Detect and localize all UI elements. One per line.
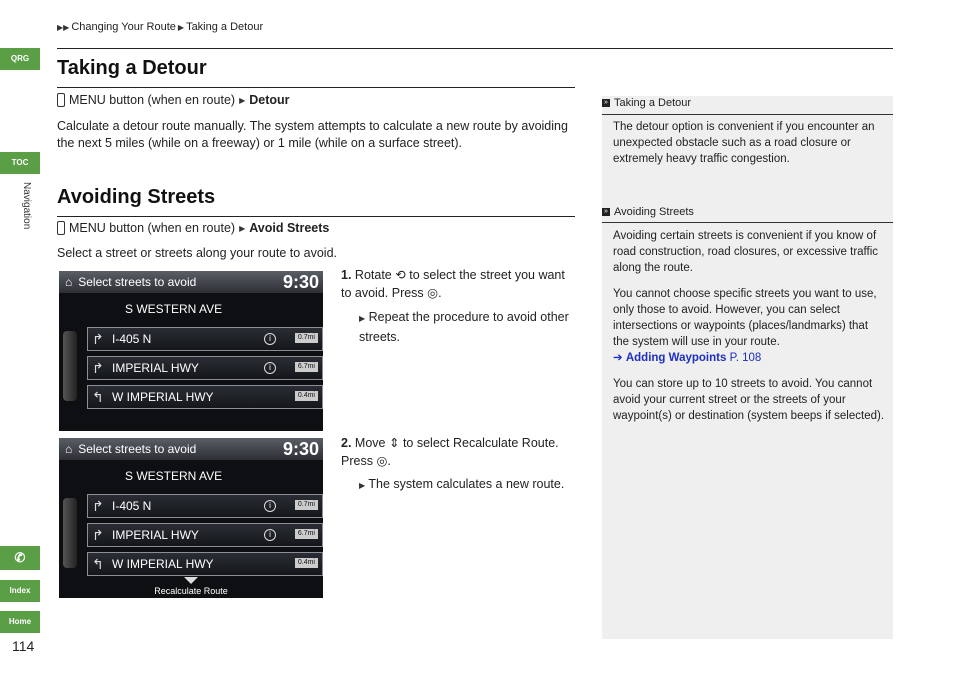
info-icon: i [264, 333, 276, 345]
breadcrumb-item: Taking a Detour [186, 21, 264, 33]
divider [602, 222, 893, 223]
note-detour: The detour option is convenient if you encounter an unexpected obstacle such as a road closure or extremely heavy traffic congestion. [613, 121, 875, 165]
distance: 0.4mi [295, 391, 318, 401]
scroll-handle [63, 498, 77, 568]
clock: 9:30 [282, 439, 319, 459]
menu-path-label: MENU button (when en route) [69, 221, 236, 235]
nav-screen-1 [59, 271, 323, 431]
step-text: . Press [341, 436, 559, 468]
info-icon: i [264, 362, 276, 374]
screen-titlebar [59, 271, 323, 293]
note-icon: » [602, 208, 610, 216]
step-1-result [359, 308, 569, 346]
recalculate-route-button[interactable]: Recalculate Route [154, 586, 228, 596]
step-text: to select [402, 436, 450, 450]
turn-right-icon: ↱ [92, 498, 104, 514]
menu-path-target: Detour [249, 93, 290, 107]
menu-path-label: MENU button (when en route) [69, 93, 236, 107]
arrow-icon: ▶ [239, 95, 246, 105]
notes-panel [602, 96, 893, 639]
info-icon: i [264, 500, 276, 512]
note-heading-detour [602, 97, 893, 109]
move-knob-icon: ⇕ [388, 436, 400, 450]
screen-titlebar [59, 438, 323, 460]
chapter-label: Navigation [21, 182, 32, 230]
arrow-icon: ▶ [359, 314, 366, 323]
arrow-icon: ▶ [359, 481, 366, 490]
menu-button-icon [57, 93, 65, 107]
scroll-handle [63, 331, 77, 401]
xref-page[interactable]: P. 108 [729, 352, 762, 364]
menu-button-icon [57, 221, 65, 235]
breadcrumb-arrow-icon: ▶ [177, 22, 185, 32]
step-number: 1. [341, 268, 352, 282]
menu-path [57, 93, 290, 107]
distance: 0.4mi [295, 558, 318, 568]
press-knob-icon: ◎ [427, 286, 439, 300]
street-name: I-405 N [112, 499, 152, 513]
distance: 6.7mi [295, 362, 318, 372]
menu-path [57, 221, 329, 235]
back-icon: ⌂ [65, 275, 73, 289]
divider [602, 114, 893, 115]
screen-title: Select streets to avoid [78, 442, 197, 456]
xref-link[interactable]: Adding Waypoints [625, 352, 727, 364]
distance: 6.7mi [295, 529, 318, 539]
result-text: Repeat the procedure to avoid other streets. [359, 310, 569, 344]
step-2-result [359, 475, 569, 495]
current-street: S WESTERN AVE [125, 302, 223, 316]
tab-voice[interactable] [0, 546, 40, 570]
note-heading-avoid [602, 206, 893, 218]
tab-qrg[interactable]: QRG [0, 48, 40, 70]
note-icon: » [602, 99, 610, 107]
arrow-icon: ▶ [239, 223, 246, 233]
screen-title: Select streets to avoid [78, 275, 197, 289]
list-item[interactable] [87, 356, 323, 380]
step-text: Rotate [354, 268, 392, 282]
list-item[interactable] [87, 523, 323, 547]
turn-right-icon: ↱ [92, 331, 104, 347]
step-number: 2. [341, 436, 352, 450]
chevron-down-icon [184, 577, 198, 584]
press-knob-icon: ◎ [376, 454, 388, 468]
street-name: W IMPERIAL HWY [112, 557, 214, 571]
note-avoid-1: Avoiding certain streets is convenient if you know of road construction, road closures, or excessive traffic along the route. [613, 230, 879, 274]
nav-screen-2 [59, 438, 323, 598]
list-item[interactable] [87, 385, 323, 409]
street-name: W IMPERIAL HWY [112, 390, 214, 404]
turn-left-icon: ↰ [92, 389, 104, 405]
step-text: to select the street you want to avoid. Press [341, 268, 565, 300]
note-heading: Taking a Detour [614, 97, 692, 109]
tab-toc[interactable]: TOC [0, 152, 40, 174]
note-avoid-3: You can store up to 10 streets to avoid. You cannot avoid your current street or the streets of your waypoint(s) or destination (system beeps if selected). [613, 378, 885, 422]
step-option: Recalculate Route [453, 436, 556, 450]
current-street: S WESTERN AVE [125, 469, 223, 483]
avoid-description: Select a street or streets along your route to avoid. [57, 246, 338, 260]
list-item[interactable] [87, 494, 323, 518]
breadcrumb [57, 21, 263, 33]
distance: 0.7mi [295, 500, 318, 510]
divider [57, 48, 893, 49]
rotate-knob-icon: ⟲ [395, 268, 406, 282]
clock: 9:30 [282, 272, 319, 292]
divider [57, 87, 575, 88]
divider [57, 216, 575, 217]
section-title-avoid: Avoiding Streets [57, 186, 216, 208]
street-name: I-405 N [112, 332, 152, 346]
menu-path-target: Avoid Streets [249, 221, 330, 235]
xref-arrow-icon: ➔ [613, 352, 623, 364]
tab-index[interactable]: Index [0, 580, 40, 602]
voice-command-icon: ✆ [14, 550, 26, 565]
xref-line[interactable] [613, 350, 885, 366]
street-name: IMPERIAL HWY [112, 361, 199, 375]
page-number: 114 [12, 638, 35, 654]
list-item[interactable] [87, 552, 323, 576]
step-text: Move [354, 436, 386, 450]
turn-right-icon: ↱ [92, 527, 104, 543]
info-icon: i [264, 529, 276, 541]
street-name: IMPERIAL HWY [112, 528, 199, 542]
back-icon: ⌂ [65, 442, 73, 456]
detour-description: Calculate a detour route manually. The system attempts to calculate a new route by avoiding the next 5 miles (while on a freeway) or 1 mile (while on a surface street). [57, 119, 568, 150]
note-heading: Avoiding Streets [614, 206, 694, 218]
result-text: The system calculates a new route. [368, 477, 565, 491]
tab-home[interactable]: Home [0, 611, 40, 633]
breadcrumb-arrow-icon: ▶▶ [57, 22, 70, 32]
step-1: 1. Rotate ⟲ to select the street you want to avoid. Press ◎. [341, 268, 565, 300]
step-2: 2. Move ⇕ to select Recalculate Route. Press ◎. [341, 436, 559, 468]
section-title-detour: Taking a Detour [57, 57, 207, 79]
turn-left-icon: ↰ [92, 556, 104, 572]
breadcrumb-item[interactable]: Changing Your Route [71, 21, 176, 33]
distance: 0.7mi [295, 333, 318, 343]
turn-right-icon: ↱ [92, 360, 104, 376]
note-avoid-2: You cannot choose specific streets you want to use, only those to avoid. However, you can select intersections or waypoints (places/landmarks) that the system will use in your route. [613, 288, 877, 348]
list-item[interactable] [87, 327, 323, 351]
